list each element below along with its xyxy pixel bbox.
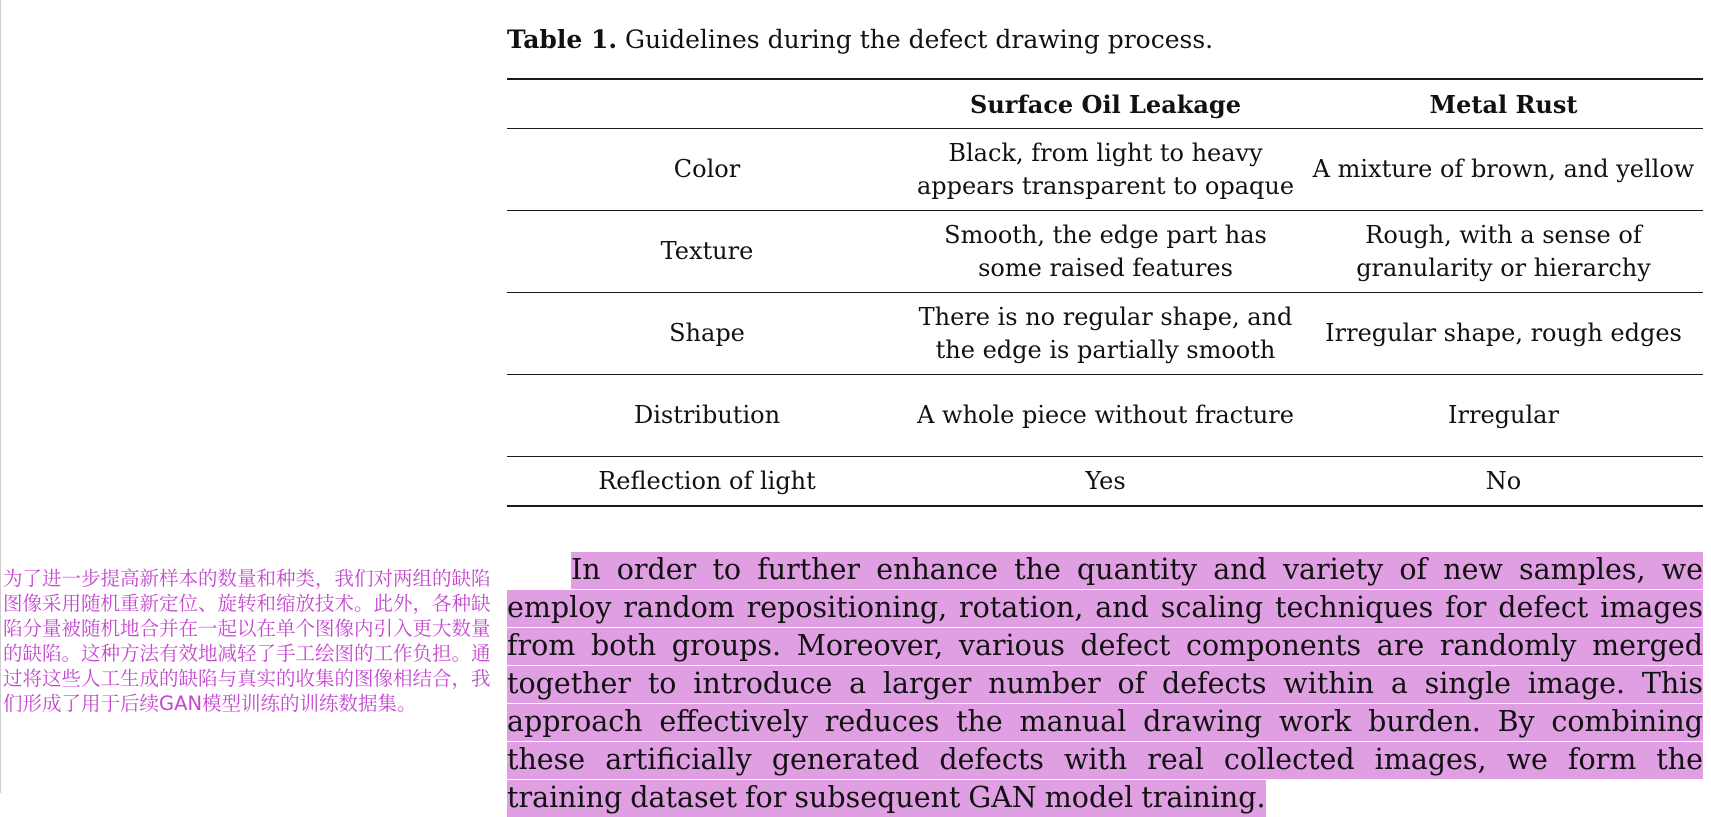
table-cell: Irregular bbox=[1304, 375, 1703, 457]
body-paragraph bbox=[507, 551, 1703, 817]
guidelines-table bbox=[507, 78, 1703, 507]
table-cell: A whole piece without fracture bbox=[907, 375, 1304, 457]
table-row-shape bbox=[507, 293, 1703, 375]
table-cell: Smooth, the edge part has some raised features bbox=[907, 211, 1304, 293]
page-margin-rule bbox=[0, 0, 1, 793]
table-caption-text: Guidelines during the defect drawing process. bbox=[617, 25, 1214, 54]
highlighted-paragraph-text[interactable]: In order to further enhance the quantity and variety of new samples, we employ random repositioning, rotation, and scaling techniques for defect images from both groups. Moreover, various defect components are randomly merged together to introduce a larger number of defects within a single image. This approach effectively reduces the manual drawing work burden. By combining these artificially generated defects with real collected images, we form the training dataset for subsequent GAN model training. bbox=[507, 552, 1703, 817]
translation-annotation: 为了进一步提高新样本的数量和种类，我们对两组的缺陷图像采用随机重新定位、旋转和缩放技术。此外，各种缺陷分量被随机地合并在一起以在单个图像内引入更大数量的缺陷。这种方法有效地减轻了手工绘图的工作负担。通过将这些人工生成的缺陷与真实的收集的图像相结合，我们形成了用于后续GAN模型训练的训练数据集。 bbox=[3, 567, 491, 715]
table-row-color bbox=[507, 129, 1703, 211]
table-cell: Rough, with a sense of granularity or hierarchy bbox=[1304, 211, 1703, 293]
header-cell-metal-rust: Metal Rust bbox=[1304, 79, 1703, 129]
table-caption bbox=[507, 20, 1213, 60]
row-label-cell: Shape bbox=[507, 293, 907, 375]
table-cell: Yes bbox=[907, 457, 1304, 507]
table-cell: A mixture of brown, and yellow bbox=[1304, 129, 1703, 211]
table-header-row bbox=[507, 79, 1703, 129]
table-row-reflection-of-light bbox=[507, 457, 1703, 507]
table-row-distribution bbox=[507, 375, 1703, 457]
row-label-cell: Texture bbox=[507, 211, 907, 293]
row-label-cell: Distribution bbox=[507, 375, 907, 457]
header-cell-empty bbox=[507, 79, 907, 129]
row-label-cell: Reflection of light bbox=[507, 457, 907, 507]
table-cell: There is no regular shape, and the edge is partially smooth bbox=[907, 293, 1304, 375]
header-cell-surface-oil-leakage: Surface Oil Leakage bbox=[907, 79, 1304, 129]
table-caption-label: Table 1. bbox=[507, 25, 618, 54]
table-row-texture bbox=[507, 211, 1703, 293]
paragraph-indent bbox=[507, 578, 571, 579]
table-cell: Black, from light to heavy appears transparent to opaque bbox=[907, 129, 1304, 211]
table-cell: Irregular shape, rough edges bbox=[1304, 293, 1703, 375]
table-cell: No bbox=[1304, 457, 1703, 507]
row-label-cell: Color bbox=[507, 129, 907, 211]
